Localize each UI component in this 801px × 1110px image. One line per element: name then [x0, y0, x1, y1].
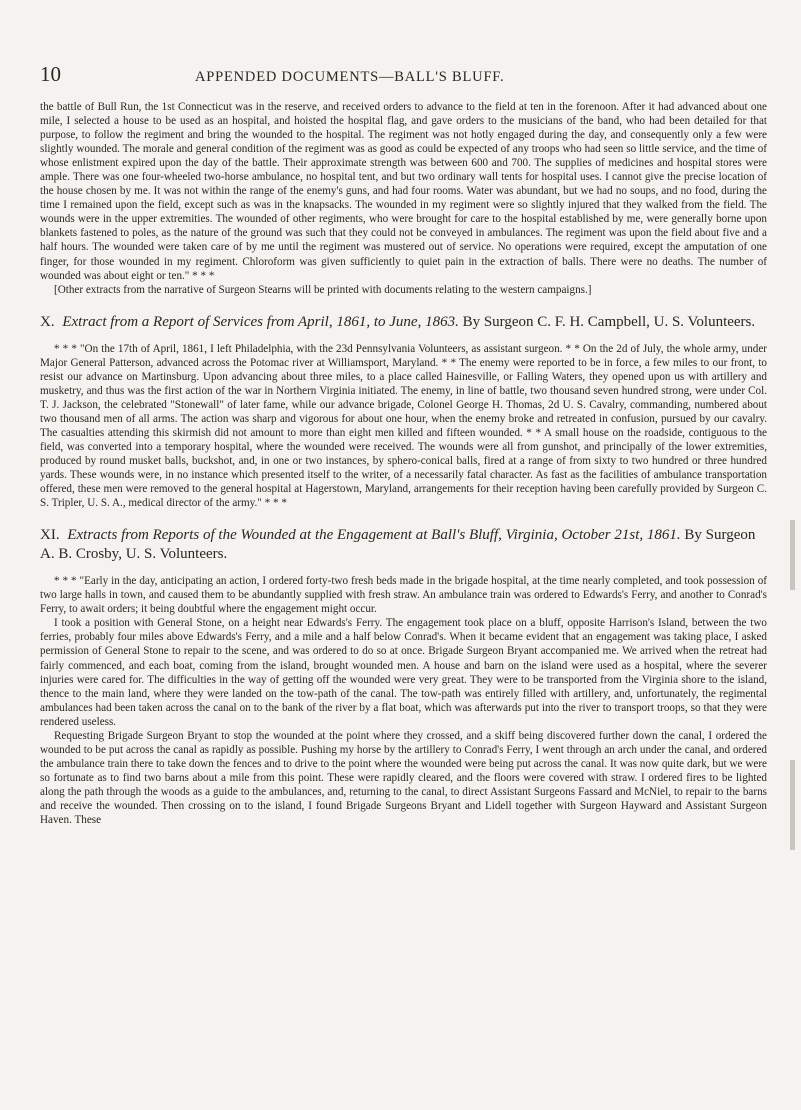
editorial-note: [Other extracts from the narrative of Surgeon Stearns will be printed with documents relating to the western campaigns.]: [54, 283, 592, 296]
section-title: Extract from a Report of Services from April, 1861, to June, 1863.: [62, 313, 459, 330]
paragraph: * * * "On the 17th of April, 1861, I left Philadelphia, with the 23d Pennsylvania Volunteers, as assistant surgeon. * * On the 2d of July, the whole army, under Major General Patterson, advanced across the Potomac river at Williamsport, Maryland. * * The enemy were reported to be in force, a few miles to our front, to resist our advance on Martinsburg. Upon advancing about three miles, to a place called Hainesville, or Falling Waters, they opened upon us with artillery and musketry, and thus was the first action of the war in Northern Virginia initiated. The enemy, in line of battle, two thousand seven hundred strong, were under Col. T. J. Jackson, the celebrated "Stonewall" of later fame, while our advance brigade, Colonel George H. Thomas, 2d U. S. Cavalry, commanding, numbered about two thousand men of all arms. The action was sharp and vigorous for about one hour, when the enemy broke and retreated in confusion, pursued by our cavalry. The casualties attending this skirmish did not amount to more than eight men killed and fifteen wounded. * * A small house on the roadside, contiguous to the field, was converted into a temporary hospital, where the wounded were received. The wounds were all from gunshot, and principally of the lower extremities, produced by round musket balls, buckshot, and, in one or two instances, by sphero-conical balls, fired at a range of from sixty to two hundred or three hundred yards. These wounds were, in no instance which presented itself to the writer, of a necessarily fatal character. As fast as the facilities of ambulance transportation offered, these men were removed to the general hospital at Hagerstown, Maryland, arrangements for their reception having been carefully provided by Surgeon C. S. Tripler, U. S. A., medical director of the army." * * *: [40, 342, 767, 510]
page-number: 10: [40, 62, 61, 86]
page-edge-shadow: [790, 760, 795, 850]
page-edge-shadow: [790, 520, 795, 590]
section-heading-xi: [40, 526, 767, 564]
section-number: XI.: [40, 527, 60, 544]
section-heading-x: [40, 313, 767, 332]
section-number: X.: [40, 313, 55, 330]
section-x-body: [40, 342, 767, 511]
section-ix-continuation: [40, 100, 767, 297]
paragraph: I took a position with General Stone, on a height near Edwards's Ferry. The engagement took place on a bluff, opposite Harrison's Island, between the two ferries, probably four miles above Edwards's Ferry, and a mile and a half below Conrad's. When it became evident that an engagement was taking place, I asked permission of General Stone to repair to the scene, and was ordered to do so at once. Brigade Surgeon Bryant accompanied me. We arrived when the retreat had fairly commenced, and each boat, coming from the island, brought wounded men. A house and barn on the island were used as a hospital, where the severer injuries were cared for. The difficulties in the way of getting off the wounded were very great. They were to be transported from the Virginia shore to the island, thence to the main land, where they were landed on the tow-path of the canal. The tow-path was entirely filled with artillery, and, unfortunately, the regimental ambulances had been taken across the canal on to the bank of the river by a flat boat, which was afterwards put into the river to transport troops, so that they were rendered useless.: [40, 617, 767, 728]
section-byline: By Surgeon A. B. Crosby, U. S. Volunteers.: [40, 527, 756, 563]
paragraph: the battle of Bull Run, the 1st Connecticut was in the reserve, and received orders to advance to the field at ten in the forenoon. After it had advanced about one mile, I selected a house to be used as an hospital, and hoisted the hospital flag, and gave orders to the musicians of the band, who had been detailed for that purpose, to follow the regiment and bring the wounded to the hospital. The regiment was not hotly engaged during the day, and consequently only a few were slightly wounded. The morale and general condition of the regiment was as good as could be expected of any troops who had seen so little service, and the time of whose enlistment expired upon the day of the battle. Their approximate strength was between 600 and 700. The supplies of medicines and hospital stores were ample. There was one four-wheeled two-horse ambulance, no hospital tent, and but two ordinary wall tents for hospital uses. I cannot give the precise location of the house chosen by me. It was not within the range of the enemy's guns, and had four rooms. Water was abundant, but we had no soups, and no food, during the time I remained upon the field, except such as was in the knapsacks. The wounded in my regiment were so slightly injured that they walked from the field. The wounds were in the upper extremities. The wounded of other regiments, who were brought for care to the hospital established by me, were generally borne upon blankets fastened to poles, as the nature of the ground was such that they could not be conveyed in ambulances. The regiment was upon the field about five and a half hours. The wounded were taken care of by me until the regiment was mustered out of service. No operations were required, except the amputation of one finger, for those wounded in my regiment. Chloroform was given sufficiently to quiet pain in the extraction of balls. There were no deaths. The number of wounded was about eight or ten." * * *: [40, 101, 767, 282]
paragraph: Requesting Brigade Surgeon Bryant to stop the wounded at the point where they crossed, and a skiff being discovered further down the canal, I ordered the wounded to be put across the canal as rapidly as possible. Pushing my horse by the artillery to Conrad's Ferry, I went through an arch under the canal, and ordered the ambulance train there to take down the fences and to drive to the point where the wounded were being put across the canal. It was now quite dark, but we were so fortunate as to find two barns about a mile from this point. These were rapidly cleared, and the floors were covered with straw. I ordered fires to be lighted along the path through the woods as a guide to the ambulances, and, returning to the canal, to direct Assistant Surgeons Fassard and McNiel, to repair to the barns and receive the wounded. Then crossing on to the island, I found Brigade Surgeons Bryant and Lidell together with Surgeon Hayward and Assistant Surgeon Haven. These: [40, 729, 767, 827]
section-xi-body: [40, 574, 767, 827]
running-header: [40, 52, 767, 86]
running-title: APPENDED DOCUMENTS—BALL'S BLUFF.: [195, 69, 505, 85]
section-title: Extracts from Reports of the Wounded at the Engagement at Ball's Bluff, Virginia, October 21st, 1861.: [67, 527, 681, 544]
paragraph: * * * "Early in the day, anticipating an action, I ordered forty-two fresh beds made in the brigade hospital, at the time nearly completed, and took possession of two large halls in town, and caused them to be abundantly supplied with fresh straw. An ambulance train was ordered to Edwards's Ferry, and another to Conrad's Ferry, to await orders; it being doubtful where the engagement might occur.: [40, 575, 767, 616]
section-byline: By Surgeon C. F. H. Campbell, U. S. Volunteers.: [462, 313, 756, 330]
